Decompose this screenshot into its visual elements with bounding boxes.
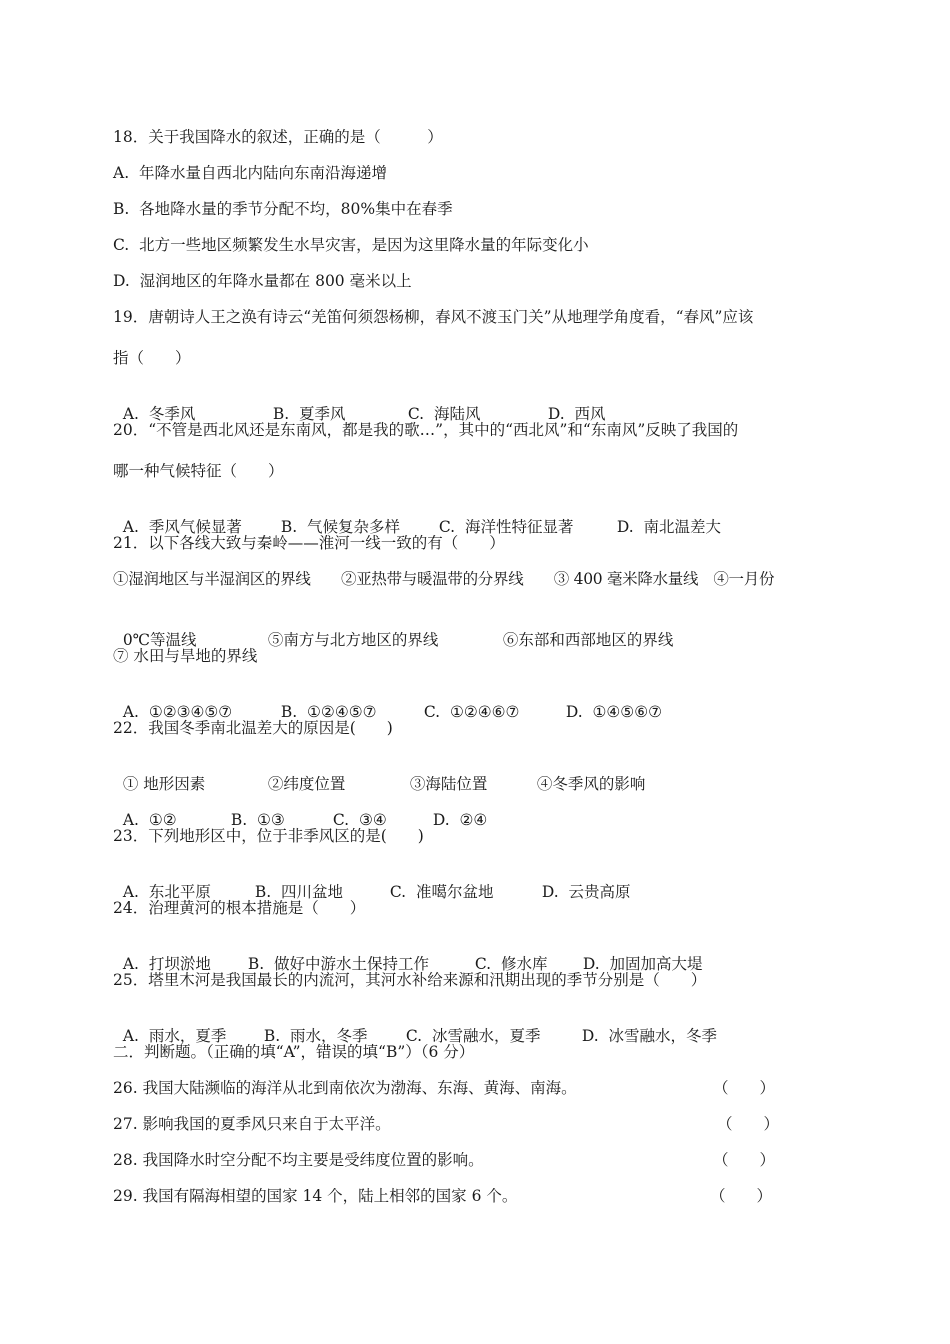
item: ④冬季风的影响 xyxy=(536,775,646,793)
option: D. ①④⑤⑥⑦ xyxy=(565,703,662,721)
option: D. 西风 xyxy=(547,405,606,423)
item: ⑥东部和西部地区的界线 xyxy=(502,631,674,649)
question-19-continuation: 指（ ） xyxy=(113,349,191,367)
option: D. 冰雪融水，冬季 xyxy=(581,1027,718,1045)
question-22-items xyxy=(113,754,645,794)
question-22-options xyxy=(113,790,487,830)
option: C. 冰雪融水，夏季 xyxy=(405,1027,541,1045)
question-text: 27. 影响我国的夏季风只来自于太平洋。 xyxy=(113,1115,391,1133)
option: D. 云贵高原 xyxy=(541,883,631,901)
question-18: 18．关于我国降水的叙述，正确的是（ ） xyxy=(113,128,443,146)
question-21-items-line-1: ①湿润地区与半湿润区的界线 ②亚热带与暖温带的分界线 ③ 400 毫米降水量线 ④一月份 xyxy=(113,570,775,588)
question-text: 29. 我国有隔海相望的国家 14 个，陆上相邻的国家 6 个。 xyxy=(113,1187,518,1205)
option: C. 海陆风 xyxy=(407,405,481,423)
question-23-options xyxy=(113,862,631,902)
option: B. 气候复杂多样 xyxy=(280,518,401,536)
section-2-heading: 二．判断题。（正确的填“A”，错误的填“B”）（6 分） xyxy=(113,1043,475,1061)
option: A. 打坝淤地 xyxy=(122,955,211,973)
question-19-options xyxy=(113,384,606,424)
question-19: 19．唐朝诗人王之涣有诗云“羌笛何须怨杨柳，春风不渡玉门关”从地理学角度看，“春风”应该 xyxy=(113,308,754,326)
option: D. ②④ xyxy=(432,811,488,829)
option: C. 修水库 xyxy=(474,955,548,973)
question-22: 22．我国冬季南北温差大的原因是( ) xyxy=(113,719,393,737)
option: C. ①②④⑥⑦ xyxy=(423,703,520,721)
option: C. ③④ xyxy=(332,811,387,829)
item: ③海陆位置 xyxy=(409,775,488,793)
question-text: 26. 我国大陆濒临的海洋从北到南依次为渤海、东海、黄海、南海。 xyxy=(113,1079,577,1097)
option: A. ①②③④⑤⑦ xyxy=(122,703,233,721)
question-27 xyxy=(113,1114,793,1134)
question-25-options xyxy=(113,1006,717,1046)
item: 0℃等温线 xyxy=(122,631,197,649)
answer-blank: （ ） xyxy=(713,1079,776,1097)
question-20-continuation: 哪一种气候特征（ ） xyxy=(113,462,284,480)
option: B. 做好中游水土保持工作 xyxy=(247,955,430,973)
option: B. 夏季风 xyxy=(272,405,346,423)
question-20-options xyxy=(113,497,721,537)
option: A. 季风气候显著 xyxy=(122,518,242,536)
question-24-options xyxy=(113,934,703,974)
option: C. 海洋性特征显著 xyxy=(438,518,574,536)
option: A. 冬季风 xyxy=(122,405,196,423)
question-18-option-a: A. 年降水量自西北内陆向东南沿海递增 xyxy=(113,164,387,182)
question-23: 23．下列地形区中，位于非季风区的是( ) xyxy=(113,827,424,845)
item: ⑤南方与北方地区的界线 xyxy=(267,631,439,649)
question-29 xyxy=(113,1186,793,1206)
option: A. ①② xyxy=(122,811,177,829)
answer-blank: （ ） xyxy=(710,1187,773,1205)
question-24: 24．治理黄河的根本措施是（ ） xyxy=(113,899,366,917)
question-18-option-d: D. 湿润地区的年降水量都在 800 毫米以上 xyxy=(113,272,412,290)
option: B. 雨水，冬季 xyxy=(263,1027,368,1045)
item: ②纬度位置 xyxy=(267,775,346,793)
option: D. 加固加高大堤 xyxy=(582,955,703,973)
question-25: 25．塔里木河是我国最长的内流河，其河水补给来源和汛期出现的季节分别是（ ） xyxy=(113,971,707,989)
question-18-option-b: B. 各地降水量的季节分配不均，80%集中在春季 xyxy=(113,200,453,218)
option: A. 雨水，夏季 xyxy=(122,1027,227,1045)
question-28 xyxy=(113,1150,793,1170)
question-20: 20．“不管是西北风还是东南风，都是我的歌…”，其中的“西北风”和“东南风”反映了我国的 xyxy=(113,421,739,439)
option: B. ①②④⑤⑦ xyxy=(280,703,377,721)
option: A. 东北平原 xyxy=(122,883,211,901)
option: D. 南北温差大 xyxy=(616,518,722,536)
question-18-option-c: C. 北方一些地区频繁发生水旱灾害，是因为这里降水量的年际变化小 xyxy=(113,236,589,254)
answer-blank: （ ） xyxy=(713,1151,776,1169)
item: ① 地形因素 xyxy=(122,775,206,793)
answer-blank: （ ） xyxy=(717,1115,780,1133)
question-26 xyxy=(113,1078,793,1098)
option: B. 四川盆地 xyxy=(254,883,344,901)
option: C. 准噶尔盆地 xyxy=(389,883,494,901)
option: B. ①③ xyxy=(230,811,285,829)
question-21-items-line-3: ⑦ 水田与旱地的界线 xyxy=(113,647,258,665)
question-text: 28. 我国降水时空分配不均主要是受纬度位置的影响。 xyxy=(113,1151,484,1169)
question-21: 21．以下各线大致与秦岭——淮河一线一致的有（ ） xyxy=(113,534,505,552)
question-21-options xyxy=(113,682,662,722)
question-21-items-line-2 xyxy=(113,610,673,650)
